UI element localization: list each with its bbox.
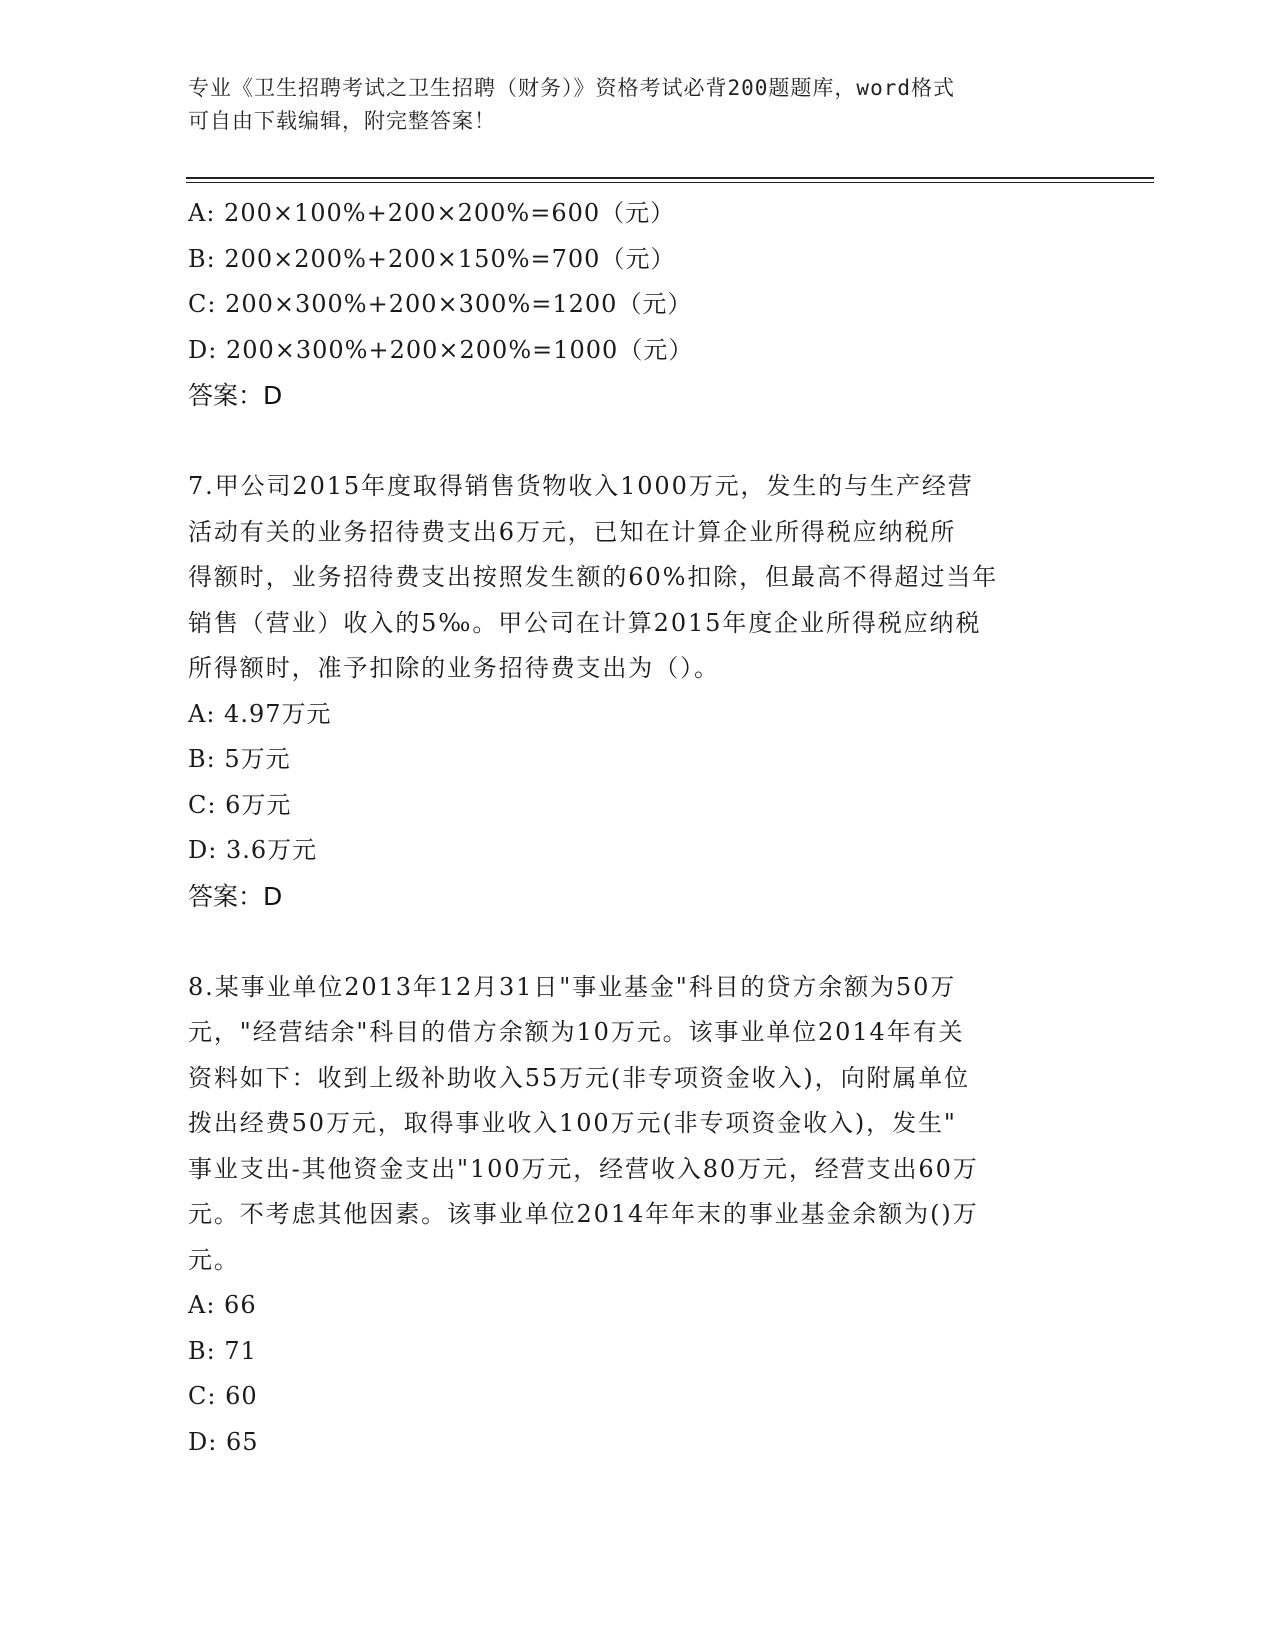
option-c: C: 60 [188,1382,258,1410]
option-a: A: 66 [188,1291,257,1319]
question-block-8 [188,965,1088,1466]
option-b: B: 200×200%+200×150%=700（元） [188,244,676,273]
question-line: 得额时，业务招待费支出按照发生额的60%扣除，但最高不得超过当年 [188,563,999,591]
spacer [188,919,1088,965]
header-line-2: 可自由下载编辑，附完整答案！ [188,109,496,133]
option-a: A: 4.97万元 [188,699,332,728]
question-line: 7.甲公司2015年度取得销售货物收入1000万元，发生的与生产经营 [188,472,974,500]
question-line: 活动有关的业务招待费支出6万元，已知在计算企业所得税应纳税所 [188,517,957,546]
spacer [188,419,1088,465]
question-line: 8.某事业单位2013年12月31日"事业基金"科目的贷方余额为50万 [188,972,957,1001]
option-b: B: 5万元 [188,745,291,773]
option-b: B: 71 [188,1336,257,1365]
question-line: 拨出经费50万元，取得事业收入100万元(非专项资金收入)，发生" [188,1109,957,1137]
option-d: D: 3.6万元 [188,836,318,864]
answer-line: 答案：D [188,881,283,911]
question-line: 元。不考虑其他因素。该事业单位2014年年末的事业基金余额为()万 [188,1200,979,1228]
question-line: 元，"经营结余"科目的借方余额为10万元。该事业单位2014年有关 [188,1018,965,1046]
question-line: 事业支出-其他资金支出"100万元，经营收入80万元，经营支出60万 [188,1154,979,1183]
answer-line: 答案：D [188,381,283,410]
document-body [188,191,1088,1465]
question-text [188,965,1078,1284]
option-c: C: 200×300%+200×300%=1200（元） [188,290,693,318]
question-line: 元。 [188,1245,240,1274]
option-d: D: 65 [188,1427,259,1456]
question-text [188,464,1078,692]
header-rule-thick [186,177,1154,179]
header-rule-thin [186,182,1154,183]
question-block-6 [188,191,1088,419]
question-line: 所得额时，准予扣除的业务招待费支出为（）。 [188,654,720,682]
document-header [188,72,1068,138]
question-line: 销售（营业）收入的5‰。甲公司在计算2015年度企业所得税应纳税 [188,608,982,637]
option-a: A: 200×100%+200×200%=600（元） [188,199,676,227]
option-c: C: 6万元 [188,790,292,819]
question-line: 资料如下：收到上级补助收入55万元(非专项资金收入)，向附属单位 [188,1063,971,1092]
header-line-1: 专业《卫生招聘考试之卫生招聘（财务）》资格考试必背200题题库，word格式 [188,76,955,100]
question-block-7 [188,464,1088,919]
option-d: D: 200×300%+200×200%=1000（元） [188,335,694,364]
